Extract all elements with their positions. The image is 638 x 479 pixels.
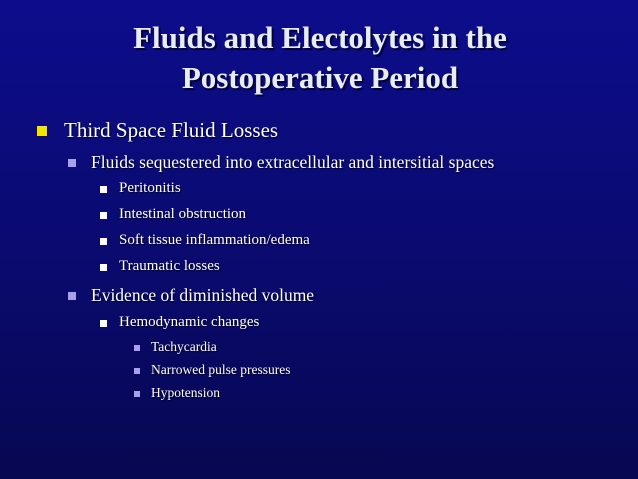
square-bullet-icon <box>100 212 107 219</box>
bullet-evidence-diminished-volume <box>91 285 314 306</box>
slide-title <box>60 18 580 98</box>
bullet-text: Narrowed pulse pressures <box>151 362 291 377</box>
square-bullet-icon <box>100 264 107 271</box>
bullet-text: Hypotension <box>151 385 220 400</box>
square-bullet-icon <box>68 292 76 300</box>
bullet-fluids-sequestered <box>91 152 494 173</box>
square-bullet-icon <box>134 368 140 374</box>
square-bullet-icon <box>134 391 140 397</box>
square-bullet-icon <box>100 320 107 327</box>
square-bullet-icon <box>68 159 76 167</box>
slide-title-line-1: Fluids and Electolytes in the <box>133 20 507 55</box>
slide-title-line-2: Postoperative Period <box>181 60 459 95</box>
square-bullet-icon <box>134 345 140 351</box>
square-bullet-icon <box>100 186 107 193</box>
bullet-text: Traumatic losses <box>119 258 220 274</box>
bullet-traumatic-losses <box>119 258 220 275</box>
bullet-soft-tissue-inflammation <box>119 232 310 249</box>
bullet-third-space-fluid-losses <box>64 118 278 143</box>
bullet-narrowed-pulse-pressures <box>151 362 290 378</box>
bullet-text: Peritonitis <box>119 180 181 196</box>
bullet-text: Evidence of diminished volume <box>91 285 315 305</box>
bullet-hypotension <box>151 385 220 401</box>
bullet-text: Third Space Fluid Losses <box>64 118 279 142</box>
square-bullet-icon <box>37 126 47 136</box>
bullet-peritonitis <box>119 180 181 197</box>
bullet-text: Fluids sequestered into extracellular and intersitial spaces <box>91 152 495 172</box>
bullet-intestinal-obstruction <box>119 206 246 223</box>
bullet-hemodynamic-changes <box>119 314 259 331</box>
bullet-text: Intestinal obstruction <box>119 206 247 222</box>
bullet-text: Hemodynamic changes <box>119 314 260 330</box>
bullet-tachycardia <box>151 339 217 355</box>
bullet-text: Soft tissue inflammation/edema <box>119 232 310 248</box>
bullet-text: Tachycardia <box>151 339 217 354</box>
square-bullet-icon <box>100 238 107 245</box>
